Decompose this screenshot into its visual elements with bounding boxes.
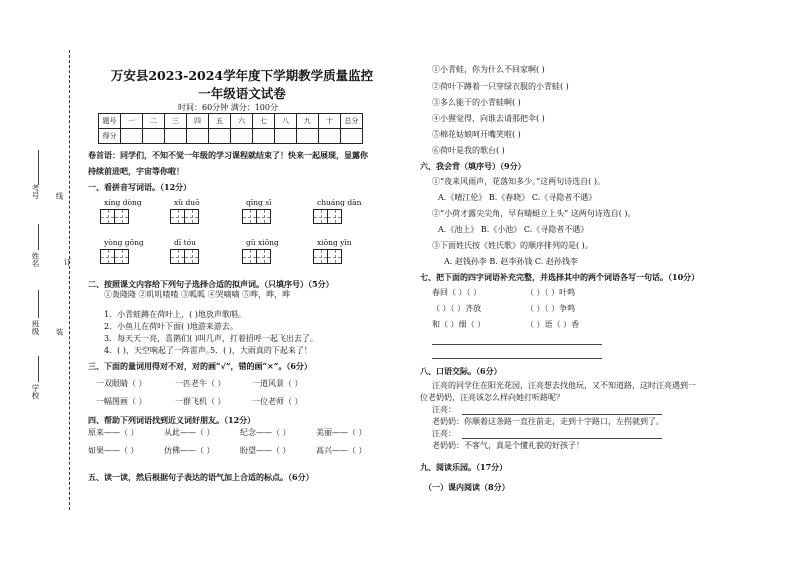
q8-line-3: 汪亮： [432,429,456,438]
writing-box[interactable] [170,209,198,224]
label-xuexiao: 学校 [31,384,40,399]
q2-item-5: 5．( )，大雨真的下起来了！ [210,346,312,355]
writing-cell[interactable] [100,209,115,224]
score-cell [253,129,275,144]
writing-cell[interactable] [242,209,257,224]
writing-cell[interactable] [184,209,199,224]
q8-para-1: 汪亮的同学住在阳光花园，汪亮想去找他玩，又不知道路，这时汪亮遇到一 [432,381,696,390]
q8-answer-underline-1 [462,414,662,415]
writing-box[interactable] [313,209,341,224]
score-cell [275,129,297,144]
writing-cell[interactable] [114,249,129,264]
writing-box[interactable] [100,209,128,224]
q4-r2c1: 如果——（ ） [88,446,139,455]
q6-heading: 六、我会背（填序号）（9分） [420,161,526,171]
pinyin-label: chuáng dān [317,198,362,207]
q2-heading: 二、按照课文内容给下列句子选择合适的拟声词。（只填序号）（5分） [88,279,334,289]
q8-answer-underline-2 [462,438,662,439]
pinyin-label: xiōng yǐn [317,238,352,247]
school-underline [38,356,39,382]
q6-item-2-options: A.《池上》 B.《小池》 C.《寻隐者不遇》 [438,225,589,234]
score-header-cell: 四 [187,114,209,129]
q5-heading: 五、读一读，然后根据句子表达的语气加上合适的标点。（6分） [88,472,314,482]
q7-answer-line-2 [432,358,602,359]
score-header-cell: 六 [231,114,253,129]
writing-cell[interactable] [100,249,115,264]
pinyin-label: xǔ duō [174,198,200,207]
q4-r1c2: 从此——（ ） [164,428,215,437]
score-header-cell: 九 [297,114,319,129]
writing-cell[interactable] [327,249,342,264]
q6-item-3-options: A. 赵钱孙李 B. 赵李孙钱 C. 赵孙钱李 [444,257,578,266]
score-cell [209,129,231,144]
q4-r1c1: 原来——（ ） [88,428,139,437]
score-cell [165,129,187,144]
binding-line [69,50,70,510]
q4-r2c4: 高兴——（ ） [316,446,367,455]
writing-cell[interactable] [313,209,328,224]
label-zhuang: 装 [55,328,64,336]
q7-heading: 七、把下面的四字词语补充完整，并选择其中的两个词语各写一句话。（10分） [420,272,700,282]
label-xian: 线 [55,192,64,200]
q7-r1c1: 春回（ ）（ ） [432,288,482,297]
q4-r1c4: 美丽——（ ） [316,428,367,437]
score-header-cell: 八 [275,114,297,129]
writing-box[interactable] [313,249,341,264]
score-header-cell: 二 [143,114,165,129]
score-header-cell: 一 [121,114,143,129]
q3-r2c1: 一幅图画（ ） [96,397,147,406]
q3-r2c2: 一群飞机（ ） [175,397,226,406]
pinyin-label: qīng sī [246,198,272,207]
writing-cell[interactable] [170,249,185,264]
score-cell [341,129,363,144]
q1-heading: 一、看拼音写词语。（12分） [88,182,192,192]
q6-item-1-options: A.《晴江伦》 B.《春晓》 C.《寻隐者不遇》 [438,193,597,202]
pinyin-label: xíng dòng [104,198,142,207]
score-cell [297,129,319,144]
q6-item-2: ②“小荷才露尖尖角，早有蜻蜓立上头” 这两句诗选自( )。 [432,209,636,218]
q2-item-1: 1．小青蛙蹲在荷叶上，( )地放声歌唱。 [104,310,246,319]
time-score: 时间：60分钟 满分：100分 [178,103,278,112]
exam-subtitle: 一年级语文试卷 [198,86,286,101]
rt-item-1: ①小青蛙，你为什么不回家啊( ) [432,65,545,74]
rt-item-3: ③多么能干的小青蛙啊( ) [432,98,521,107]
q3-r2c3: 一位老师（ ） [252,397,303,406]
q4-heading: 四、帮助下列词语找到近义词好朋友。（12分） [88,415,256,425]
exam-title: 万安县2023-2024学年度下学期教学质量监控 [110,68,374,83]
score-header-cell: 总分 [341,114,363,129]
writing-cell[interactable] [256,209,271,224]
score-header-cell: 五 [209,114,231,129]
writing-cell[interactable] [242,249,257,264]
q3-heading: 三、下面的量词用得对不对，对的画“√”，错的画“×”。（6分） [88,361,312,371]
writing-cell[interactable] [327,209,342,224]
q7-r2c2: （ ）（ ）争鸣 [526,304,576,313]
score-header-cell: 三 [165,114,187,129]
score-header-cell: 七 [253,114,275,129]
q3-r1c3: 一道风景（ ） [252,379,303,388]
writing-cell[interactable] [184,249,199,264]
intro-line2: 持续前进吧，宇宙等你啦！ [88,166,184,176]
q2-item-2: 2．小鱼儿在荷叶下面( )地游来游去。 [104,322,238,331]
score-table [98,113,363,144]
q2-options: ①轰隆隆 ②叽叽喳喳 ③呱呱 ④哭嘀嘀 ⑤哗，哗，哗 [104,290,291,299]
writing-box[interactable] [170,249,198,264]
q8-para-2: 位老奶奶，汪亮该怎么样向她打听路呢？ [420,393,564,402]
q6-item-1: ①“夜来风雨声，花落知多少。”这两句诗选自( )。 [432,177,605,186]
score-cell [143,129,165,144]
pinyin-label: gǔ xiōng [246,238,279,247]
q7-r3c1: 和（ ）细（ ） [432,320,486,329]
score-cell [187,129,209,144]
q2-item-4: 4．( )，天空响起了一阵雷声。 [104,346,214,355]
q9-heading: 九、阅读乐园。（17分） [420,462,508,472]
q7-r2c1: （ ）（ ）齐放 [432,304,482,313]
rt-item-5: ⑤棉花姑娘呵开嘴笑啦( ) [432,130,521,139]
q6-item-3: ③下面姓氏按《姓氏歌》的顺序排列的是( )。 [432,241,593,250]
class-underline [38,290,39,318]
q4-r1c3: 纪念——（ ） [240,428,291,437]
q7-r3c2: （ ）语（ ）香 [526,320,580,329]
writing-box[interactable] [100,249,128,264]
writing-box[interactable] [242,249,270,264]
score-row-label: 得分 [99,129,121,144]
writing-cell[interactable] [114,209,129,224]
rt-item-6: ⑥荷叶是我的歌台( ) [432,146,505,155]
label-ding: 订 [63,258,72,266]
score-cell [231,129,253,144]
writing-cell[interactable] [313,249,328,264]
rt-item-2: ②荷叶下蹲着一只穿绿衣服的小青蛙( ) [432,82,569,91]
q8-heading: 八、口语交际。（6分） [420,366,502,376]
name-underline [38,224,39,250]
pinyin-label: yòng gōng [104,238,144,247]
score-header-cell: 十 [319,114,341,129]
q8-line-1: 汪亮： [432,405,456,414]
q8-line-2: 老奶奶：你顺着这条路一直往前走，走到十字路口，左拐就到了。 [432,417,664,426]
label-kaohao: 考号 [31,184,40,199]
label-banji: 班级 [31,320,40,335]
q9-sub: （一）课内阅读（8分） [424,482,510,492]
q2-item-3: 3．每天天一亮，喜鹊们( )叫几声，打着招呼一起飞出去了。 [104,334,318,343]
q3-r1c1: 一双眼睛（ ） [96,379,147,388]
q3-r1c2: 一匹老牛（ ） [175,379,226,388]
score-cell [319,129,341,144]
label-xingming: 姓名 [31,252,40,267]
q7-r1c2: （ ）（ ）叶鸣 [526,288,576,297]
score-header-cell: 题号 [99,114,121,129]
rt-item-4: ④小狸觉得，向谁去请那把伞( ) [432,114,545,123]
pinyin-label: dī tóu [174,238,196,247]
writing-box[interactable] [242,209,270,224]
kaohao-underline [38,150,39,185]
score-cell [121,129,143,144]
q7-answer-line-1 [432,344,602,345]
writing-cell[interactable] [256,249,271,264]
q4-r2c3: 盼望——（ ） [240,446,291,455]
q8-line-4: 老奶奶：不客气，真是个懂礼貌的好孩子！ [432,441,584,450]
intro-line1: 卷首语：同学们，不知不觉一年级的学习课程就结束了！快来一起展现，显露你 [88,150,368,160]
q4-r2c2: 仿佛——（ ） [164,446,215,455]
writing-cell[interactable] [170,209,185,224]
